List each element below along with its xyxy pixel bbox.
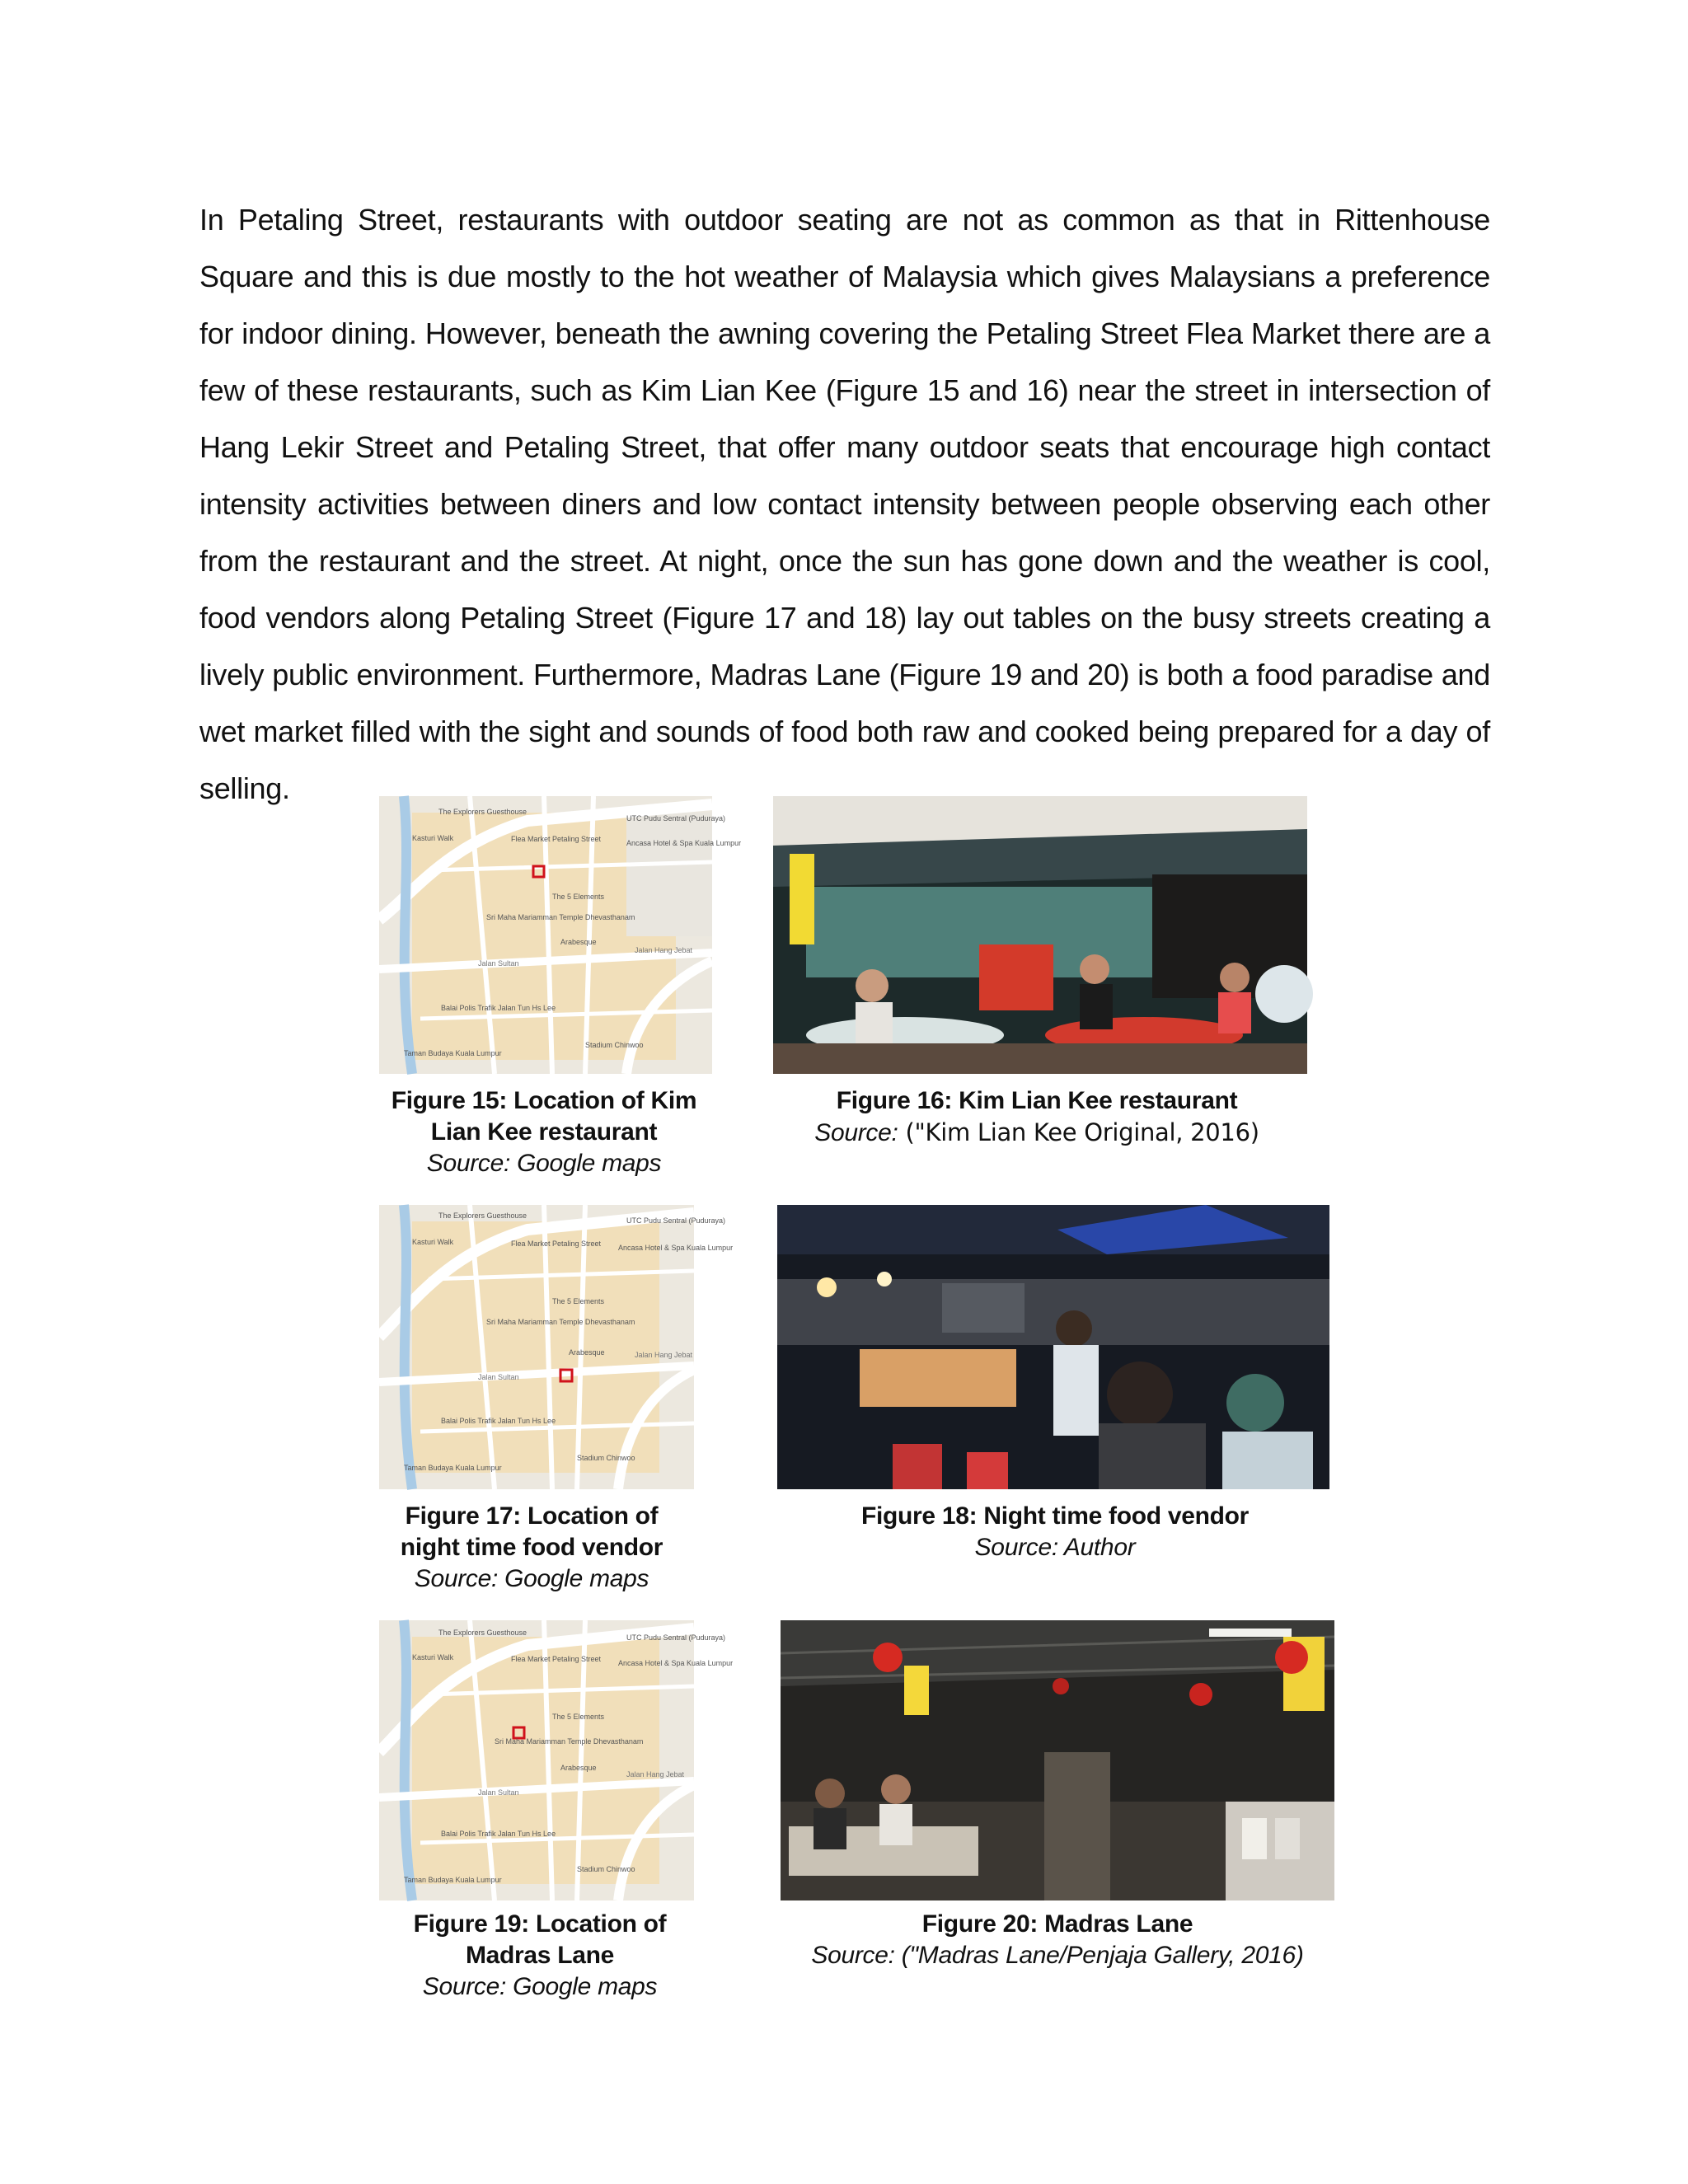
figure-17-source: Source: Google maps <box>414 1565 649 1592</box>
svg-text:Kasturi Walk: Kasturi Walk <box>412 1653 454 1661</box>
svg-text:Sri Maha Mariamman Temple Dhev: Sri Maha Mariamman Temple Dhevasthanam <box>495 1737 644 1746</box>
svg-text:Ancasa Hotel & Spa Kuala Lumpu: Ancasa Hotel & Spa Kuala Lumpur <box>618 1244 734 1252</box>
figure-15-title-line1: Figure 15: Location of Kim <box>391 1087 697 1114</box>
figure-18-caption <box>791 1501 1319 1563</box>
svg-text:The Explorers Guesthouse: The Explorers Guesthouse <box>438 808 528 816</box>
svg-text:The 5 Elements: The 5 Elements <box>552 893 605 901</box>
svg-text:Jalan Hang Jebat: Jalan Hang Jebat <box>635 946 693 954</box>
figure-20-caption <box>794 1909 1321 1971</box>
figure-19-title-line2: Madras Lane <box>465 1942 615 1969</box>
svg-text:UTC Pudu Sentral (Puduraya): UTC Pudu Sentral (Puduraya) <box>626 814 726 823</box>
svg-text:Balai Polis Trafik Jalan Tun H: Balai Polis Trafik Jalan Tun Hs Lee <box>441 1417 556 1425</box>
svg-text:Jalan Hang Jebat: Jalan Hang Jebat <box>626 1770 685 1779</box>
figure-18-photo <box>777 1205 1329 1489</box>
svg-text:Jalan Sultan: Jalan Sultan <box>478 1373 519 1381</box>
figure-15-map <box>379 796 742 1074</box>
svg-text:Balai Polis Trafik Jalan Tun H: Balai Polis Trafik Jalan Tun Hs Lee <box>441 1830 556 1838</box>
svg-text:Stadium Chinwoo: Stadium Chinwoo <box>585 1041 644 1049</box>
figure-16-source-label: Source: <box>814 1119 898 1146</box>
figure-20-title: Figure 20: Madras Lane <box>921 1910 1193 1938</box>
figure-17-caption <box>354 1501 709 1595</box>
svg-text:Ancasa Hotel & Spa Kuala Lumpu: Ancasa Hotel & Spa Kuala Lumpur <box>618 1659 734 1667</box>
svg-text:Flea Market Petaling Street: Flea Market Petaling Street <box>511 835 602 843</box>
svg-text:Taman Budaya Kuala Lumpur: Taman Budaya Kuala Lumpur <box>404 1464 502 1472</box>
svg-text:Sri Maha Mariamman Temple Dhev: Sri Maha Mariamman Temple Dhevasthanam <box>486 1318 635 1326</box>
figure-15-title-line2: Lian Kee restaurant <box>430 1118 658 1146</box>
svg-text:Balai Polis Trafik Jalan Tun H: Balai Polis Trafik Jalan Tun Hs Lee <box>441 1004 556 1012</box>
figure-15-source: Source: Google maps <box>426 1150 662 1177</box>
figure-15-caption <box>363 1085 725 1179</box>
svg-text:Stadium Chinwoo: Stadium Chinwoo <box>577 1454 635 1462</box>
figure-16-title: Figure 16: Kim Lian Kee restaurant <box>836 1087 1238 1114</box>
svg-text:Taman Budaya Kuala Lumpur: Taman Budaya Kuala Lumpur <box>404 1049 502 1057</box>
svg-text:Ancasa Hotel & Spa Kuala Lumpu: Ancasa Hotel & Spa Kuala Lumpur <box>626 839 742 847</box>
svg-text:The Explorers Guesthouse: The Explorers Guesthouse <box>438 1212 528 1220</box>
body-paragraph: In Petaling Street, restaurants with outdoor seating are not as common as that in Rittenhouse Square and this is due mostly to the hot weather of Malaysia which gives Malaysians a preference for indoor dining. However, beneath the awning covering the Petaling Street Flea Market there are a few of these restaurants, such as Kim Lian Kee (Figure 15 and 16) near the street in intersection of Hang Lekir Street and Petaling Street, that offer many outdoor seats that encourage high contact intensity activities between diners and low contact intensity between people observing each other from the restaurant and the street. At night, once the sun has gone down and the weather is cool, food vendors along Petaling Street (Figure 17 and 18) lay out tables on the busy streets creating a lively public environment. Furthermore, Madras Lane (Figure 19 and 20) is both a food paradise and wet market filled with the sight and sounds of food both raw and cooked being prepared for a day of selling. <box>199 203 1490 805</box>
figure-16-caption <box>773 1085 1301 1149</box>
svg-text:Kasturi Walk: Kasturi Walk <box>412 1238 454 1246</box>
figure-16-photo <box>773 796 1307 1074</box>
svg-text:Sri Maha Mariamman Temple Dhev: Sri Maha Mariamman Temple Dhevasthanam <box>486 913 635 921</box>
svg-text:Arabesque: Arabesque <box>560 938 597 946</box>
figure-17-map <box>379 1205 734 1489</box>
svg-text:Arabesque: Arabesque <box>560 1764 597 1772</box>
figure-19-map <box>379 1620 734 1900</box>
svg-text:Jalan Sultan: Jalan Sultan <box>478 1788 519 1797</box>
svg-text:Jalan Hang Jebat: Jalan Hang Jebat <box>635 1351 693 1359</box>
figure-19-source: Source: Google maps <box>422 1973 658 2000</box>
figure-19-caption <box>363 1909 717 2003</box>
figure-18-title: Figure 18: Night time food vendor <box>860 1502 1250 1530</box>
figure-19-title-line1: Figure 19: Location of <box>413 1910 667 1938</box>
svg-text:UTC Pudu Sentral (Puduraya): UTC Pudu Sentral (Puduraya) <box>626 1633 726 1642</box>
svg-text:Flea Market Petaling Street: Flea Market Petaling Street <box>511 1240 602 1248</box>
svg-text:Flea Market Petaling Street: Flea Market Petaling Street <box>511 1655 602 1663</box>
svg-text:Arabesque: Arabesque <box>569 1348 605 1357</box>
svg-text:The Explorers Guesthouse: The Explorers Guesthouse <box>438 1629 528 1637</box>
svg-text:The 5 Elements: The 5 Elements <box>552 1297 605 1305</box>
svg-text:Kasturi Walk: Kasturi Walk <box>412 834 454 842</box>
svg-text:Taman Budaya Kuala Lumpur: Taman Budaya Kuala Lumpur <box>404 1876 502 1884</box>
figure-20-source: Source: ("Madras Lane/Penjaja Gallery, 2016) <box>811 1942 1304 1969</box>
svg-text:The 5 Elements: The 5 Elements <box>552 1713 605 1721</box>
svg-text:Stadium Chinwoo: Stadium Chinwoo <box>577 1865 635 1873</box>
svg-text:Jalan Sultan: Jalan Sultan <box>478 959 519 968</box>
figure-17-title-line2: night time food vendor <box>400 1534 663 1561</box>
figure-20-photo <box>781 1620 1334 1900</box>
figure-18-source: Source: Author <box>974 1534 1136 1561</box>
svg-text:UTC Pudu Sentral (Puduraya): UTC Pudu Sentral (Puduraya) <box>626 1216 726 1225</box>
figure-16-source-text: ("Kim Lian Kee Original, 2016) <box>898 1118 1259 1146</box>
figure-17-title-line1: Figure 17: Location of <box>405 1502 659 1530</box>
